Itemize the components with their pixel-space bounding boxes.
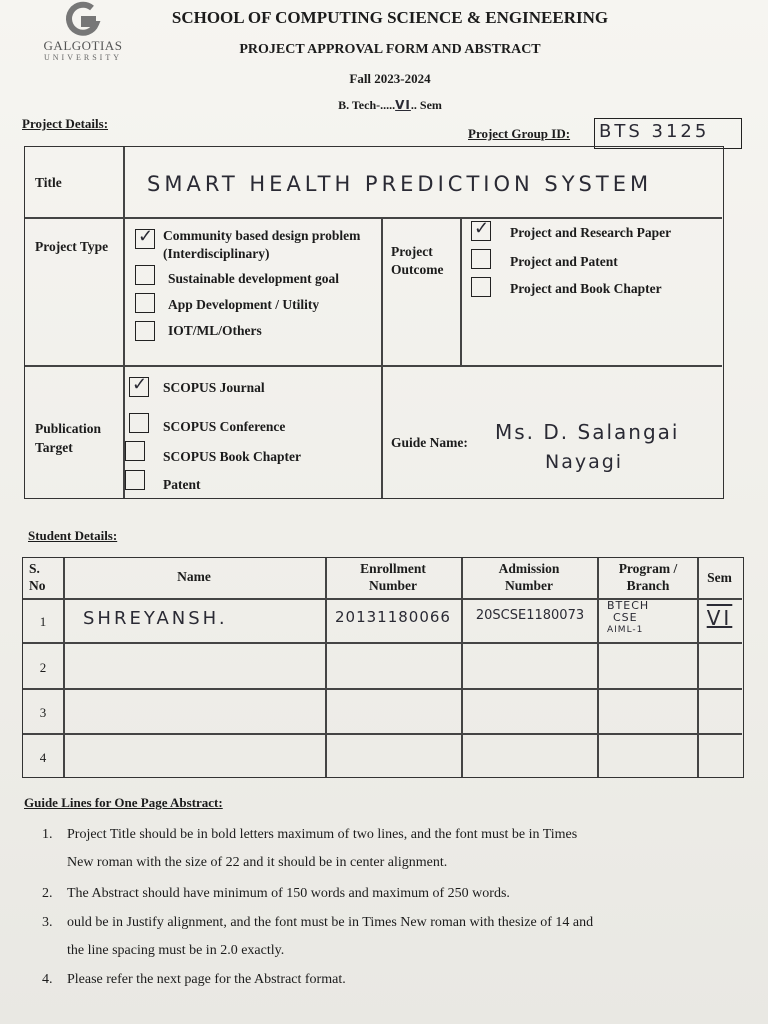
title-label: Title	[35, 175, 62, 190]
checkbox-community[interactable]	[135, 226, 155, 249]
guideline-2-line1: The Abstract should have minimum of 150 words and maximum of 250 words.	[67, 886, 510, 901]
option-scopus-book-chapter: SCOPUS Book Chapter	[163, 449, 302, 464]
student-details-heading: Student Details:	[28, 528, 118, 543]
checkbox-patent-target[interactable]	[125, 470, 145, 490]
checkbox-book-chapter-outcome[interactable]	[471, 277, 491, 297]
checkbox-sustainable[interactable]	[135, 265, 155, 285]
guideline-1-num: 1.	[42, 827, 53, 842]
school-heading: SCHOOL OF COMPUTING SCIENCE & ENGINEERING	[171, 8, 609, 27]
term: Fall 2023-2024	[349, 71, 431, 86]
option-scopus-journal: SCOPUS Journal	[163, 380, 265, 395]
guideline-4	[42, 966, 742, 994]
row-2-sno: 2	[39, 660, 47, 675]
row-1-program-line3: AIML-1	[607, 625, 644, 635]
option-scopus-conference: SCOPUS Conference	[163, 419, 286, 434]
guideline-3-num: 3.	[42, 915, 53, 930]
guide-name-line1[interactable]: Ms. D. Salangai	[495, 420, 680, 444]
option-iot: IOT/ML/Others	[168, 323, 262, 338]
row-4-sno: 4	[39, 750, 47, 765]
row-1-program-line1: BTECH	[607, 599, 650, 612]
option-research-paper: Project and Research Paper	[510, 225, 672, 240]
checkbox-scopus-book-chapter[interactable]	[125, 441, 145, 461]
check-mark-icon: ✓	[138, 226, 154, 246]
guideline-4-line1: Please refer the next page for the Abstract format.	[67, 972, 346, 987]
checkbox-scopus-conference[interactable]	[129, 413, 149, 433]
row-1-admission[interactable]: 20SCSE1180073	[475, 608, 585, 623]
btech-sem-line	[120, 98, 660, 113]
option-app-dev: App Development / Utility	[168, 297, 320, 312]
guideline-2	[42, 880, 742, 908]
guide-name-line2: Nayagi	[545, 451, 624, 473]
guideline-1-line1: Project Title should be in bold letters maximum of two lines, and the font must be in Times	[67, 827, 578, 842]
project-outcome-label: Project Outcome	[391, 244, 444, 277]
header-admission: Admission Number	[498, 561, 560, 593]
guideline-1	[42, 821, 742, 877]
guideline-3	[42, 909, 742, 965]
checkbox-scopus-journal[interactable]	[129, 374, 149, 397]
project-details-table	[24, 146, 724, 499]
row-1-program[interactable]	[607, 600, 649, 636]
row-1-enrollment[interactable]: 20131180066	[335, 608, 451, 626]
project-type-label: Project Type	[35, 239, 109, 254]
header-program: Program / Branch	[618, 561, 678, 593]
logo-sub: UNIVERSITY	[44, 53, 122, 62]
option-community: Community based design problem (Interdisciplinary)	[163, 228, 361, 261]
logo-name: GALGOTIAS	[43, 38, 123, 53]
publication-target-label: Publication Target	[35, 421, 102, 455]
option-patent-target: Patent	[163, 477, 201, 492]
btech-suffix: .. Sem	[410, 98, 442, 112]
guideline-3-line1: ould be in Justify alignment, and the font must be in Times New roman with thesize of 14 and	[67, 915, 594, 930]
header-sno: S. No	[29, 561, 46, 593]
row-1-name[interactable]: SHREYANSH.	[83, 608, 228, 629]
row-3-sno: 3	[39, 705, 47, 720]
checkbox-app-dev[interactable]	[135, 293, 155, 313]
btech-prefix: B. Tech-.....	[338, 98, 396, 112]
row-1-sem[interactable]: VI	[706, 606, 733, 630]
guide-name-label: Guide Name:	[391, 435, 468, 450]
group-id-field[interactable]: BTS 3125	[594, 118, 742, 149]
guidelines-heading: Guide Lines for One Page Abstract:	[24, 795, 223, 810]
btech-sem-value: VI	[395, 98, 411, 112]
guideline-3-line2: the line spacing must be in 2.0 exactly.	[67, 943, 285, 958]
checkbox-patent-outcome[interactable]	[471, 249, 491, 269]
guideline-4-num: 4.	[42, 972, 53, 987]
student-details-table	[22, 557, 744, 778]
row-1-program-line2: CSE	[613, 611, 638, 624]
project-details-heading: Project Details:	[22, 116, 109, 131]
option-patent-outcome: Project and Patent	[510, 254, 618, 269]
check-mark-icon: ✓	[474, 218, 490, 238]
form-title: PROJECT APPROVAL FORM AND ABSTRACT	[239, 42, 541, 57]
option-book-chapter-outcome: Project and Book Chapter	[510, 281, 662, 296]
check-mark-icon: ✓	[132, 374, 148, 394]
checkbox-research-paper[interactable]	[471, 218, 491, 241]
header-sem: Sem	[707, 570, 732, 585]
guideline-1-line2: New roman with the size of 22 and it should be in center alignment.	[67, 855, 448, 870]
title-value[interactable]: SMART HEALTH PREDICTION SYSTEM	[147, 172, 653, 196]
guideline-2-num: 2.	[42, 886, 53, 901]
option-sustainable: Sustainable development goal	[168, 271, 340, 286]
checkbox-iot[interactable]	[135, 321, 155, 341]
header-name: Name	[177, 569, 211, 584]
row-1-sno: 1	[39, 614, 47, 629]
header-enrollment: Enrollment Number	[360, 561, 426, 593]
galgotias-logo-icon	[62, 0, 102, 38]
group-id-label: Project Group ID:	[468, 126, 571, 141]
